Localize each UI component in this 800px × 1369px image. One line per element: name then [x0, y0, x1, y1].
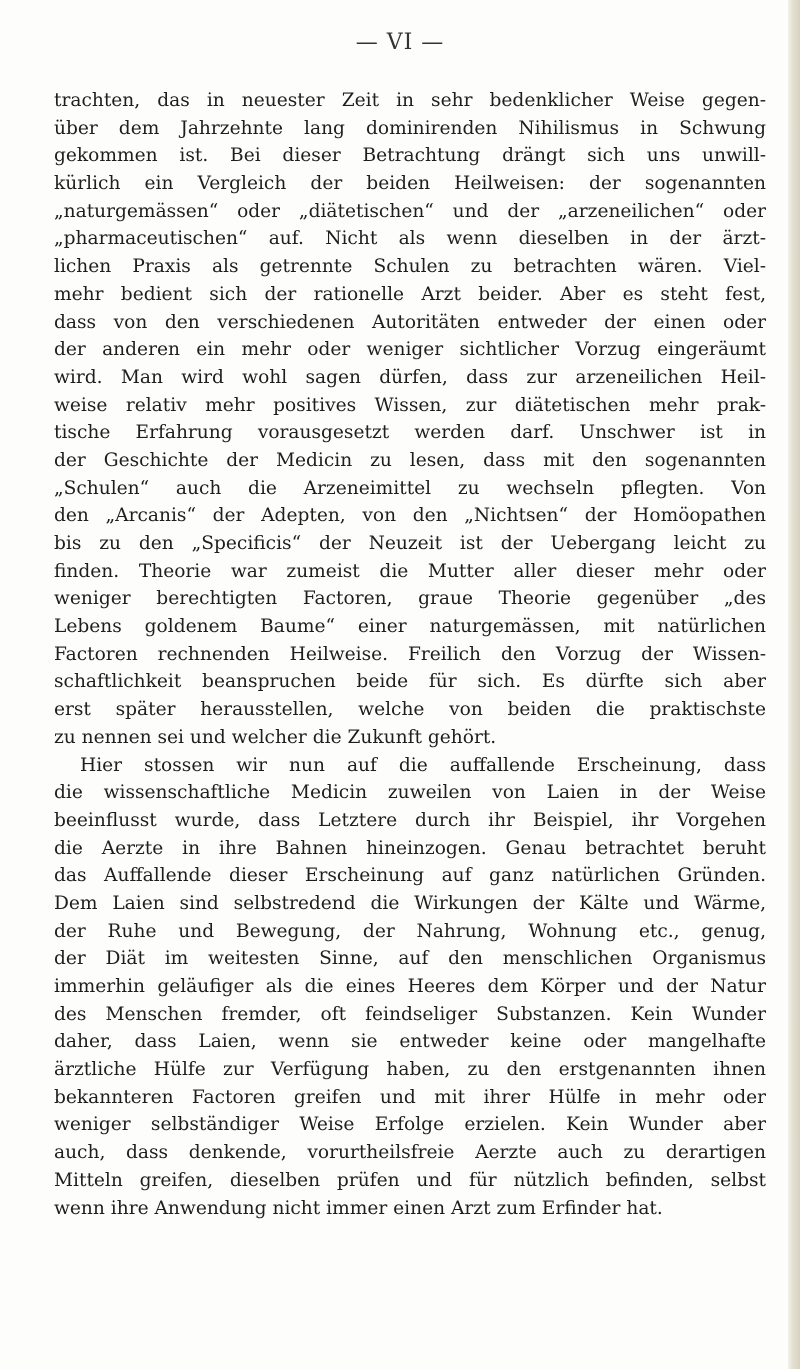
text-line: der Geschichte der Medicin zu lesen, dass mit den sogenannten [54, 449, 766, 471]
text-line: tische Erfahrung vorausgesetzt werden darf. Unschwer ist in [54, 422, 766, 444]
text-line: auch, dass denkende, vorurtheilsfreie Aerzte auch zu derartigen [54, 1142, 766, 1164]
text-line: den „Arcanis“ der Adepten, von den „Nichtsen“ der Homöopathen [54, 505, 766, 527]
body-text [54, 87, 766, 1222]
text-line: der Ruhe und Bewegung, der Nahrung, Wohnung etc., genug, [54, 920, 766, 942]
text-line: der Diät im weitesten Sinne, auf den menschlichen Organismus [54, 948, 766, 970]
text-line: „pharmaceutischen“ auf. Nicht als wenn dieselben in der ärzt- [54, 228, 766, 250]
text-line: „Schulen“ auch die Arzeneimittel zu wechseln pflegten. Von [54, 477, 766, 499]
text-line: das Auffallende dieser Erscheinung auf ganz natürlichen Gründen. [54, 865, 766, 887]
text-line: erst später herausstellen, welche von beiden die praktischste [54, 699, 766, 721]
text-line: lichen Praxis als getrennte Schulen zu betrachten wären. Viel- [54, 256, 766, 278]
text-line: trachten, das in neuester Zeit in sehr bedenklicher Weise gegen- [54, 90, 766, 111]
text-line: bis zu den „Specificis“ der Neuzeit ist der Uebergang leicht zu [54, 533, 766, 554]
text-line: zu nennen sei und welcher die Zukunft gehört. [54, 726, 497, 748]
text-line: kürlich ein Vergleich der beiden Heilweisen: der sogenannten [54, 173, 766, 195]
text-line: Dem Laien sind selbstredend die Wirkungen der Kälte und Wärme, [54, 892, 766, 914]
text-line: immerhin geläufiger als die eines Heeres dem Körper und der Natur [54, 976, 766, 997]
text-line: Hier stossen wir nun auf die auffallende Erscheinung, dass [80, 754, 766, 776]
text-line: finden. Theorie war zumeist die Mutter aller dieser mehr oder [54, 560, 766, 582]
text-line: bekannteren Factoren greifen und mit ihrer Hülfe in mehr oder [54, 1086, 766, 1108]
text-line: wenn ihre Anwendung nicht immer einen Arzt zum Erfinder hat. [54, 1197, 663, 1219]
text-line: Mitteln greifen, dieselben prüfen und für nützlich befinden, selbst [54, 1169, 766, 1191]
text-line: die Aerzte in ihre Bahnen hineinzogen. Genau betrachtet beruht [54, 837, 766, 859]
page-edge [788, 0, 800, 1369]
text-line: weniger selbständiger Weise Erfolge erzielen. Kein Wunder aber [54, 1114, 766, 1136]
text-line: die wissenschaftliche Medicin zuweilen von Laien in der Weise [54, 782, 766, 804]
text-line: über dem Jahrzehnte lang dominirenden Nihilismus in Schwung [54, 117, 766, 139]
text-line: mehr bedient sich der rationelle Arzt beider. Aber es steht fest, [54, 283, 766, 305]
text-line: beeinflusst wurde, dass Letztere durch ihr Beispiel, ihr Vorgehen [54, 809, 766, 831]
text-line: Factoren rechnenden Heilweise. Freilich den Vorzug der Wissen- [54, 643, 766, 665]
text-line: weise relativ mehr positives Wissen, zur diätetischen mehr prak- [54, 394, 766, 416]
text-line: schaftlichkeit beanspruchen beide für sich. Es dürfte sich aber [54, 671, 766, 693]
text-line: daher, dass Laien, wenn sie entweder keine oder mangelhafte [54, 1031, 766, 1053]
text-line: weniger berechtigten Factoren, graue Theorie gegenüber „des [54, 588, 766, 610]
page-number: — VI — [355, 30, 445, 55]
text-line: wird. Man wird wohl sagen dürfen, dass zur arzeneilichen Heil- [54, 366, 766, 388]
text-line: Lebens goldenem Baume“ einer naturgemässen, mit natürlichen [54, 616, 766, 638]
text-line: ärztliche Hülfe zur Verfügung haben, zu den erstgenannten ihnen [54, 1059, 766, 1081]
text-line: dass von den verschiedenen Autoritäten entweder der einen oder [54, 311, 766, 333]
text-line: der anderen ein mehr oder weniger sichtlicher Vorzug eingeräumt [54, 339, 766, 361]
text-line: des Menschen fremder, oft feindseliger Substanzen. Kein Wunder [54, 1003, 766, 1025]
text-line: gekommen ist. Bei dieser Betrachtung drängt sich uns unwill- [54, 145, 766, 167]
text-line: „naturgemässen“ oder „diätetischen“ und der „arzeneilichen“ oder [54, 200, 766, 222]
